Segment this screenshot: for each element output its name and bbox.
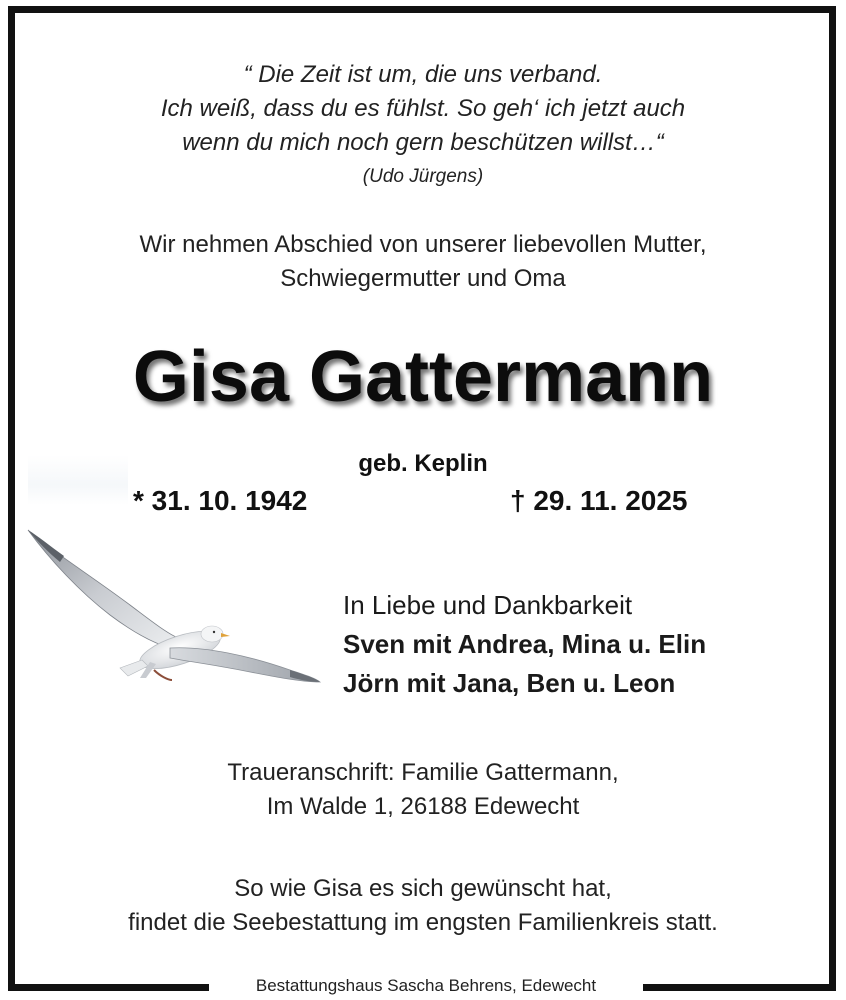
intro-line-2: Schwiegermutter und Oma [280,265,566,292]
intro-line-1: Wir nehmen Abschied von unserer liebevollen Mutter, [139,231,707,258]
quote-author: (Udo Jürgens) [362,166,484,187]
mourners-line-1: Sven mit Andrea, Mina u. Elin [343,629,707,659]
closing-line-2: findet die Seebestattung im engsten Familienkreis statt. [128,909,718,936]
closing-line-1: So wie Gisa es sich gewünscht hat, [234,875,612,902]
death-date: † 29. 11. 2025 [510,485,688,516]
seagull-icon [20,520,330,700]
funeral-home-credit: Bestattungshaus Sascha Behrens, Edewecht [209,971,643,1000]
mourners-heading: In Liebe und Dankbarkeit [343,590,633,620]
mourners-block [343,586,706,703]
mourners-line-2: Jörn mit Jana, Ben u. Leon [343,668,676,698]
deceased-name: Gisa Gattermann [132,337,714,417]
birth-date: * 31. 10. 1942 [133,485,308,516]
quote-line-2: Ich weiß, dass du es fühlst. So geh‘ ich jetzt auch [160,95,686,122]
address-line-1: Traueranschrift: Familie Gattermann, [227,759,619,786]
birth-name: geb. Keplin [358,450,488,477]
address-line-2: Im Walde 1, 26188 Edewecht [266,793,580,820]
quote-line-3: wenn du mich noch gern beschützen willst…“ [182,129,664,156]
quote-line-1: “ Die Zeit ist um, die uns verband. [243,61,603,88]
